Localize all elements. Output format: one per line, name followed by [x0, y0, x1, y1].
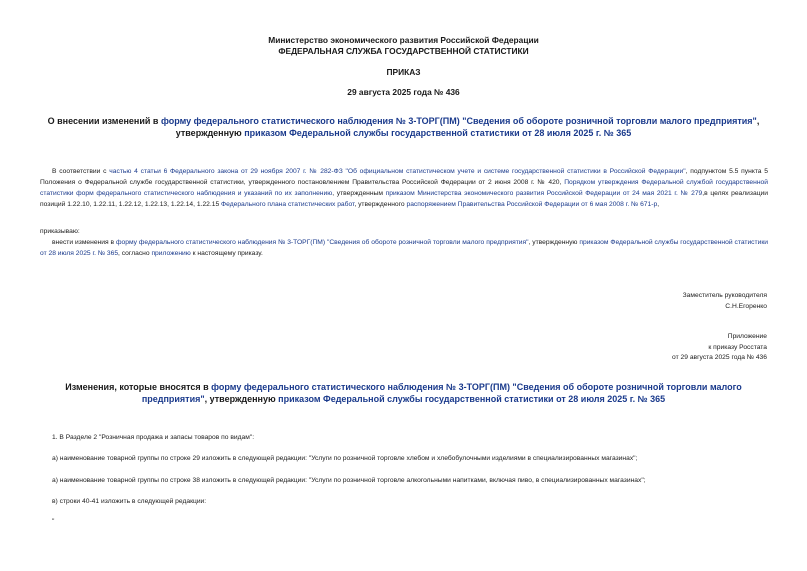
- order-word: приказываю:: [40, 228, 80, 235]
- title-order-link[interactable]: приказом Федеральной службы государственной статистики от 28 июля 2025 г. № 365: [244, 128, 632, 138]
- directive-text-2: , утвержденную: [528, 239, 580, 246]
- changes-order-link[interactable]: приказом Федеральной службы государственной статистики от 28 июля 2025 г. № 365: [278, 394, 666, 404]
- service-name: ФЕДЕРАЛЬНАЯ СЛУЖБА ГОСУДАРСТВЕННОЙ СТАТИСТИКИ: [278, 46, 529, 56]
- appendix-line-1: Приложение: [727, 333, 767, 340]
- preamble-paragraph: [40, 166, 768, 210]
- directive-text-1: внести изменения в: [52, 239, 116, 246]
- signatory-name: С.Н.Егоренко: [725, 302, 767, 310]
- directive-text-4: к настоящему приказу.: [190, 250, 263, 257]
- appendix-link[interactable]: приложению: [151, 250, 191, 257]
- title-prefix: О внесении изменений в: [47, 116, 161, 126]
- appendix-line-3: от 29 августа 2025 года № 436: [672, 354, 767, 361]
- change-item-1: 1. В Разделе 2 "Розничная продажа и запасы товаров по видам":: [52, 434, 255, 441]
- document-type: ПРИКАЗ: [386, 67, 421, 77]
- signature-block: [683, 291, 767, 312]
- document-date-number: 29 августа 2025 года № 436: [347, 87, 460, 97]
- title-form-link[interactable]: форму федерального статистического наблюдения № 3-ТОРГ(ПМ) "Сведения об обороте розничной торговли малого предприятия": [160, 116, 757, 126]
- appendix-reference: [672, 332, 767, 364]
- changes-title: [60, 381, 747, 405]
- directive-paragraph: [40, 237, 768, 259]
- statistical-plan-link[interactable]: Федерального плана статистических работ: [221, 201, 355, 208]
- title-middle: , утвержденную: [175, 116, 760, 138]
- approval-procedure-link[interactable]: Порядком утверждения Федеральной службой государственной статистики форм федерального статистического наблюдения и указаний по их заполнению: [40, 179, 768, 197]
- federal-law-link[interactable]: частью 4 статьи 6 Федерального закона от 29 ноября 2007 г. № 282-ФЗ "Об официальном статистическом учете и системе государственной статистики в Российской Федерации": [109, 168, 686, 175]
- change-item-v: в) строки 40-41 изложить в следующей редакции:: [52, 498, 207, 505]
- preamble-text-1: В соответствии с: [52, 168, 110, 175]
- changes-title-prefix: Изменения, которые вносятся в: [65, 382, 212, 392]
- preamble-text-4: ,в целях реализации позиций 1.22.10, 1.22.11, 1.22.12, 1.22.13, 1.22.14, 1.22.15: [40, 190, 768, 208]
- change-item-quote: ": [52, 518, 55, 525]
- ministry-name: Министерство экономического развития Российской Федерации: [268, 35, 539, 45]
- changes-form-link[interactable]: форму федерального статистического наблюдения № 3-ТОРГ(ПМ) "Сведения об обороте розничной торговли малого предприятия": [141, 382, 742, 404]
- directive-order-link[interactable]: приказом Федеральной службы государственной статистики от 28 июля 2025 г. № 365: [40, 239, 768, 257]
- change-item-a1: а) наименование товарной группы по строке 29 изложить в следующей редакции: "Услуги по розничной торговле хлебом и хлебобулочными изделиями в специализированных магазинах";: [52, 455, 638, 462]
- appendix-line-2: к приказу Росстата: [708, 343, 767, 351]
- ministry-order-link[interactable]: приказом Министерства экономического развития Российской Федерации от 24 мая 2021 г. № 279: [385, 190, 703, 197]
- government-decree-link[interactable]: распоряжением Правительства Российской Федерации от 6 мая 2008 г. № 671-р: [406, 201, 658, 208]
- change-item-a2: а) наименование товарной группы по строке 38 изложить в следующей редакции: "Услуги по розничной торговле алкогольными напитками, включая пиво, в специализированных магазинах";: [52, 477, 646, 484]
- preamble-text-2: , подпунктом 5.5 пункта 5 Положения о Федеральной службе государственной статистики, утвержденного постановлением Правительства Российской Федерации от 2 июня 2008 г. № 420,: [40, 168, 769, 186]
- directive-text-3: , согласно: [118, 250, 152, 257]
- preamble-text-3: , утвержденным: [332, 190, 386, 197]
- preamble-text-5: , утвержденного: [354, 201, 407, 208]
- changes-title-middle: , утвержденную: [204, 394, 279, 404]
- page-title: [40, 115, 767, 139]
- directive-form-link[interactable]: форму федерального статистического наблюдения № 3-ТОРГ(ПМ) "Сведения об обороте розничной торговли малого предприятия": [116, 239, 529, 246]
- signatory-position: Заместитель руководителя: [682, 292, 767, 299]
- preamble-text-6: ,: [657, 201, 660, 208]
